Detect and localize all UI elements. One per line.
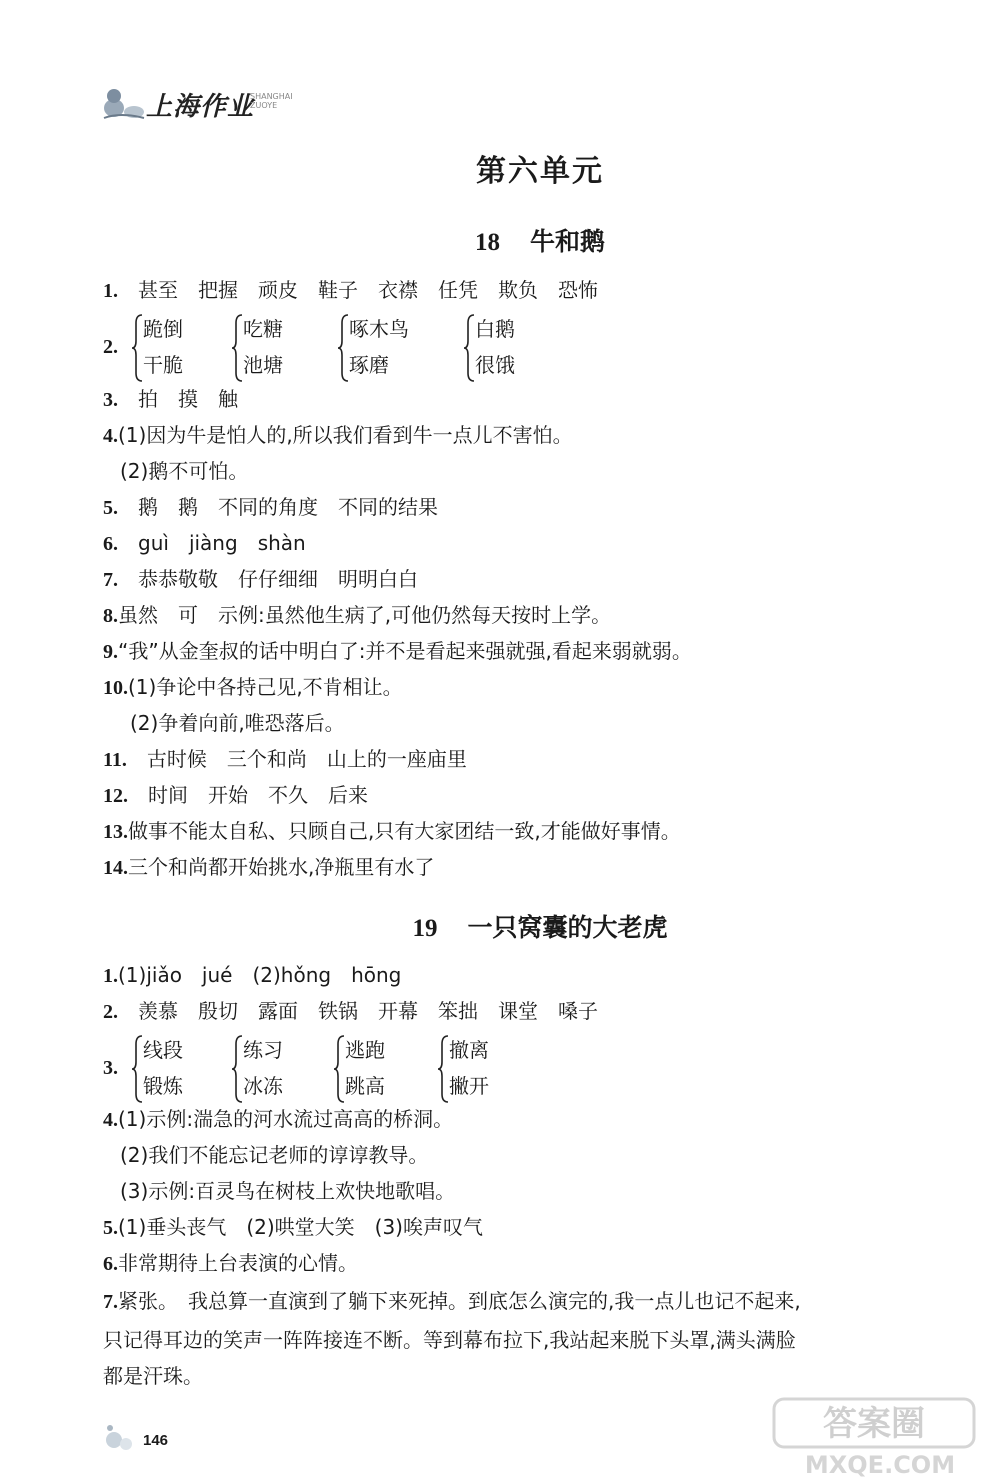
answer-19-4a	[103, 1106, 453, 1133]
word: 衣襟	[378, 278, 418, 302]
answer-text: 紧张。 我总算一直演到了躺下来死掉。到底怎么演完的,我一点儿也记不起来,	[118, 1289, 801, 1313]
answer-18-13	[103, 818, 681, 845]
lesson-18-title	[0, 222, 1000, 258]
brand-subtitle: SHANGHAI ZUOYE	[250, 92, 293, 110]
answer-18-4b: (2)鹅不可怕。	[120, 459, 249, 483]
header-logo	[100, 78, 360, 124]
watermark-line1: 答案圈	[823, 1404, 925, 1444]
question-number: 13.	[103, 821, 128, 843]
brand-name: 上海作业	[146, 92, 255, 122]
answer-text: (1)示例:湍急的河水流过高高的桥洞。	[118, 1107, 454, 1131]
question-number: 1.	[103, 965, 118, 987]
word: 时间	[148, 783, 188, 807]
word: 拍	[138, 387, 158, 411]
answer-19-7-line2: 只记得耳边的笑声一阵阵接连不断。等到幕布拉下,我站起来脱下头罩,满头满脸	[103, 1328, 796, 1352]
question-number: 3.	[103, 1057, 118, 1079]
footer-decoration-icon	[100, 1418, 140, 1458]
answer-18-10b: (2)争着向前,唯恐落后。	[130, 711, 345, 735]
answer-text: 非常期待上台表演的心情。	[118, 1251, 358, 1275]
pair-word-bottom: 很饿	[475, 353, 515, 377]
word: 嗓子	[558, 999, 598, 1023]
pair-word-top: 吃糖	[243, 317, 283, 341]
pair-word-bottom: 跳高	[345, 1074, 385, 1098]
question-number: 5.	[103, 1217, 118, 1239]
word: 不同的结果	[338, 495, 438, 519]
answer-18-6	[103, 530, 326, 557]
question-number: 7.	[103, 569, 118, 591]
question-number: 2.	[103, 336, 118, 358]
answer-19-2	[103, 998, 618, 1025]
question-number: 2.	[103, 1001, 118, 1023]
question-number: 3.	[103, 389, 118, 411]
word: 恭恭敬敬	[138, 567, 218, 591]
answer-19-4c: (3)示例:百灵鸟在树枝上欢快地歌唱。	[120, 1179, 456, 1203]
word: 仔仔细细	[238, 567, 318, 591]
word: 殷切	[198, 999, 238, 1023]
word: 羡慕	[138, 999, 178, 1023]
pair-word-top: 线段	[143, 1038, 183, 1062]
word: 露面	[258, 999, 298, 1023]
brace-icon	[333, 1034, 345, 1104]
pinyin: shàn	[257, 531, 306, 555]
answer-18-8	[103, 602, 611, 629]
watermark-logo	[770, 1395, 995, 1480]
pinyin: jiàng	[188, 531, 238, 555]
unit-title: 第六单元	[476, 154, 604, 189]
lesson-number: 18	[474, 229, 500, 256]
word: 恐怖	[558, 278, 598, 302]
word: 鹅	[178, 495, 198, 519]
question-number: 4.	[103, 425, 118, 447]
word: 古时候	[146, 747, 207, 771]
pair-word-bottom: 锻炼	[143, 1074, 183, 1098]
answer-text: (1)争论中各持己见,不肯相让。	[128, 675, 403, 699]
answer-text: (1)jiǎo jué (2)hǒng hōng	[118, 963, 402, 987]
pair-word-top: 撤离	[449, 1038, 489, 1062]
answer-19-7-line1	[103, 1288, 801, 1315]
answer-19-6	[103, 1250, 358, 1277]
word: 顽皮	[258, 278, 298, 302]
word: 鞋子	[318, 278, 358, 302]
pair-word-bottom: 琢磨	[349, 353, 389, 377]
pair-word-bottom: 干脆	[143, 353, 183, 377]
brace-icon	[463, 313, 475, 383]
question-number: 9.	[103, 641, 118, 663]
word: 任凭	[438, 278, 478, 302]
word: 鹅	[138, 495, 158, 519]
word: 明明白白	[338, 567, 418, 591]
answer-text: (1)因为牛是怕人的,所以我们看到牛一点儿不害怕。	[118, 423, 573, 447]
lesson-name: 一只窝囊的大老虎	[467, 913, 668, 942]
pair-word-bottom: 冰冻	[243, 1074, 283, 1098]
question-number: 6.	[103, 533, 118, 555]
word: 铁锅	[318, 999, 358, 1023]
brace-icon	[131, 1034, 143, 1104]
pinyin: guì	[138, 531, 169, 555]
pair-word-bottom: 池塘	[243, 353, 283, 377]
lesson-number: 19	[412, 915, 438, 942]
answer-18-7	[103, 566, 438, 593]
page-number: 146	[143, 1432, 169, 1449]
answer-19-4b: (2)我们不能忘记老师的谆谆教导。	[120, 1143, 429, 1167]
answer-18-5	[103, 494, 458, 521]
answer-19-5	[103, 1214, 483, 1241]
lesson-name: 牛和鹅	[529, 227, 605, 256]
answer-18-3	[103, 386, 258, 413]
pair-word-top: 跪倒	[143, 317, 183, 341]
question-number: 12.	[103, 785, 128, 807]
word: 后来	[328, 783, 368, 807]
answer-18-1	[103, 277, 618, 304]
brace-icon	[337, 313, 349, 383]
answer-19-1	[103, 962, 401, 989]
word: 三个和尚	[226, 747, 307, 771]
pair-word-bottom: 撇开	[449, 1074, 489, 1098]
question-number: 1.	[103, 280, 118, 302]
word: 课堂	[498, 999, 538, 1023]
brace-icon	[131, 313, 143, 383]
watermark-line2: MXQE.COM	[804, 1451, 956, 1479]
word: 甚至	[138, 278, 178, 302]
answer-text: (1)垂头丧气 (2)哄堂大笑 (3)唉声叹气	[118, 1215, 483, 1239]
question-number: 10.	[103, 677, 128, 699]
word: 把握	[198, 278, 238, 302]
answer-18-12	[103, 782, 388, 809]
question-number: 8.	[103, 605, 118, 627]
pair-word-top: 白鹅	[475, 317, 515, 341]
question-number: 4.	[103, 1109, 118, 1131]
word: 开始	[208, 783, 248, 807]
word: 欺负	[498, 278, 538, 302]
pair-word-top: 练习	[243, 1038, 283, 1062]
word: 开幕	[378, 999, 418, 1023]
word: 不同的角度	[218, 495, 318, 519]
answer-text: 虽然 可 示例:虽然他生病了,可他仍然每天按时上学。	[118, 603, 612, 627]
pair-word-top: 逃跑	[345, 1038, 385, 1062]
mascot-icon	[100, 82, 146, 120]
answer-18-9	[103, 638, 692, 665]
question-number: 6.	[103, 1253, 118, 1275]
question-number: 11.	[103, 749, 127, 771]
word: 触	[218, 387, 238, 411]
answer-18-10a	[103, 674, 403, 701]
word: 不久	[268, 783, 308, 807]
brace-icon	[437, 1034, 449, 1104]
word: 山上的一座庙里	[326, 747, 467, 771]
question-number: 14.	[103, 857, 128, 879]
answer-18-4a	[103, 422, 573, 449]
brace-icon	[231, 1034, 243, 1104]
word: 笨拙	[438, 999, 478, 1023]
answer-19-7-line3: 都是汗珠。	[103, 1364, 203, 1388]
answer-text: 做事不能太自私、只顾自己,只有大家团结一致,才能做好事情。	[128, 819, 681, 843]
pair-word-top: 啄木鸟	[349, 317, 409, 341]
lesson-19-title	[0, 908, 1000, 944]
answer-18-14	[103, 854, 434, 881]
answer-18-11	[103, 746, 487, 773]
answer-text: “我”从金奎叔的话中明白了:并不是看起来强就强,看起来弱就弱。	[118, 639, 692, 663]
brace-icon	[231, 313, 243, 383]
answer-text: 三个和尚都开始挑水,净瓶里有水了	[128, 855, 435, 879]
question-number: 7.	[103, 1291, 118, 1313]
question-number: 5.	[103, 497, 118, 519]
word: 摸	[178, 387, 198, 411]
